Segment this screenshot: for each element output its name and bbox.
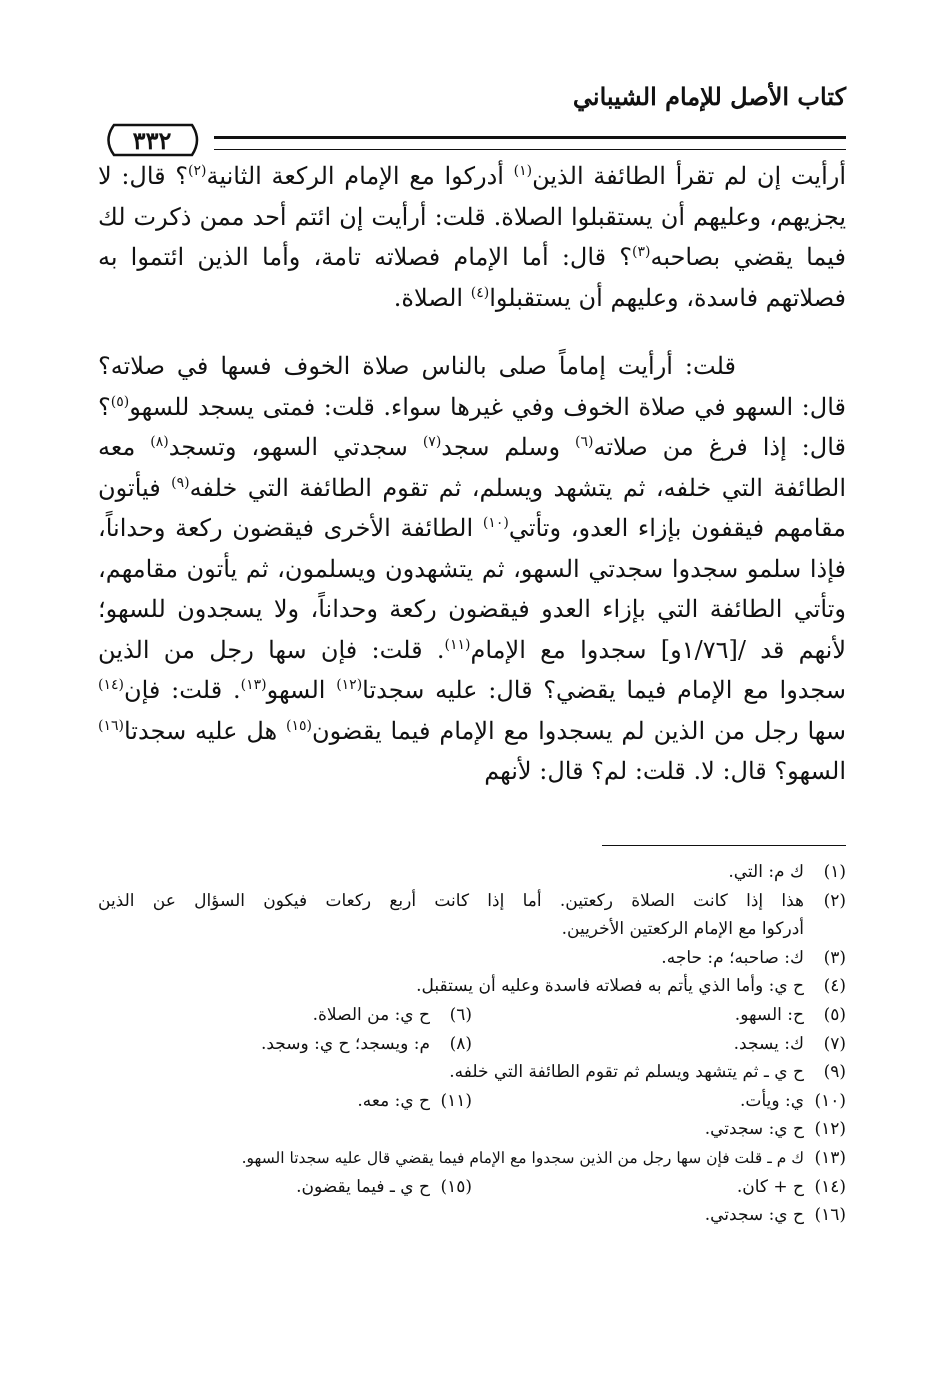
footnote-ref: (٩) — [171, 474, 190, 491]
footnote-3 — [98, 944, 846, 973]
footnote-number: (٤) — [823, 976, 846, 997]
footnote-text: م: ويسجد؛ ح ي: وسجد. — [260, 1033, 430, 1054]
running-header-title: كتاب الأصل للإمام الشيباني — [572, 82, 846, 111]
footnote-ref: (١٣) — [240, 677, 267, 693]
footnote-ref: (١٤) — [98, 677, 124, 693]
footnote-ref: (٤) — [470, 284, 490, 301]
text-run: سجدتي السهو، وتسجد — [168, 433, 423, 461]
footnote-text: ح ي ـ ثم يتشهد ويسلم ثم تقوم الطائفة التي خلفه. — [449, 1062, 804, 1083]
footnote-text: ح ي: سجدتي. — [704, 1205, 804, 1226]
text-run: الصلاة. — [393, 283, 471, 312]
footnote-text: ك م ـ قلت فإن سها رجل من الذين سجدوا مع الإمام فيما يقضي قال عليه سجدتا السهو. — [241, 1148, 804, 1167]
footnote-2-continued — [98, 915, 846, 944]
footnote-number: (١) — [823, 862, 846, 882]
footnote-number: (٦) — [449, 1004, 472, 1025]
footnote-number: (١٢) — [814, 1119, 846, 1140]
footnote-ref: (١٦) — [98, 717, 124, 734]
footnote-number: (٨) — [449, 1033, 472, 1054]
footnote-ref: (١١) — [444, 636, 471, 653]
text-run: السهو — [266, 676, 337, 704]
footnote-ref: (٥) — [110, 393, 130, 410]
footnote-number: (٩) — [823, 1062, 846, 1083]
footnote-number: (١٠) — [814, 1090, 846, 1111]
footnote-row-10-11 — [98, 1087, 846, 1116]
footnote-text: ك م: التي. — [728, 862, 804, 882]
text-run: أرأيت إن لم تقرأ الطائفة الذين — [532, 162, 846, 190]
footnote-number: (١٤) — [814, 1176, 846, 1197]
footnote-text: ك: صاحبه؛ م: حاجه. — [661, 947, 804, 968]
text-run: . قلت: فإن — [123, 676, 241, 704]
footnote-row-7-8 — [98, 1030, 846, 1059]
footnote-16 — [98, 1201, 846, 1230]
footnote-number: (٧) — [823, 1033, 846, 1054]
footnote-5 — [472, 1001, 846, 1030]
footnote-text: ح ي: سجدتي. — [704, 1119, 804, 1140]
text-run: الطائفة الأخرى فيقضون ركعة وحداناً، فإذا سلمو سجدوا سجدتي السهو، ثم يتشهدون ويسلمون، ثم يأتون مقامهم، وتأتي الطائفة التي بإزاء العدو فيقضون ركعة وحداناً، ولا يسجدون للسهو؛ لأنهم قد /[١/٧٦و] سجدوا مع الإمام — [98, 514, 847, 664]
footnote-text: هذا إذا كانت الصلاة ركعتين. أما إذا كانت أربع ركعات فيكون السؤال عن الذين — [98, 890, 804, 911]
footnote-text: ح + كان. — [736, 1176, 804, 1197]
footnote-13 — [98, 1144, 846, 1173]
footnote-number: (١٣) — [814, 1147, 846, 1168]
footnote-6 — [98, 1001, 472, 1030]
footnote-ref: (٢) — [188, 163, 207, 179]
footnote-text: ح ي: معه. — [357, 1090, 430, 1111]
text-run: ؟ قال: أما الإمام فصلاته تامة، وأما الذين ائتموا به فصلاتهم فاسدة، وعليهم أن يستقبلوا — [98, 243, 846, 312]
footnote-ref: (١٥) — [286, 717, 313, 734]
footnote-ref: (١٢) — [336, 677, 363, 693]
footnote-text: ك: يسجد. — [733, 1033, 804, 1054]
footnote-row-5-6 — [98, 1001, 846, 1030]
footnote-1 — [98, 858, 846, 887]
footnote-9 — [98, 1058, 846, 1087]
footnote-text: ي: ويأت. — [740, 1090, 804, 1111]
text-run: معه الطائفة التي خلفه، ثم يتشهد ويسلم، ثم تقوم الطائفة التي خلفه — [98, 433, 846, 502]
text-run: فيأتون مقامهم فيقفون بإزاء العدو، وتأتي — [98, 473, 846, 542]
footnote-2 — [98, 887, 846, 916]
page-number: ٣٣٢ — [132, 125, 172, 155]
footnote-10 — [472, 1087, 846, 1116]
text-run: السهو؟ قال: لا. قلت: لم؟ قال: لأنهم — [484, 757, 846, 785]
footnote-ref: (١٠) — [482, 515, 509, 531]
footnote-14 — [472, 1173, 846, 1202]
footnote-number: (٣) — [823, 947, 846, 968]
footnote-text: ح ي: وأما الذي يأتم به فصلاته فاسدة وعليه أن يستقبل. — [416, 976, 804, 997]
footnote-number: (٢) — [823, 890, 846, 911]
footnote-number: (٥) — [823, 1004, 846, 1025]
footnote-12 — [98, 1115, 846, 1144]
footnote-8 — [98, 1030, 472, 1059]
footnote-15 — [98, 1173, 472, 1202]
text-run: وسلم سجد — [441, 433, 575, 461]
text-run: ؟ قال: إذا فرغ من صلاته — [98, 392, 846, 461]
text-run: سها رجل من الذين لم يسجدوا مع الإمام فيما يقضون — [312, 716, 846, 745]
paragraph-1 — [98, 156, 846, 318]
footnote-ref: (٦) — [575, 434, 594, 450]
footnote-number: (١٥) — [440, 1176, 472, 1197]
text-run: هل عليه سجدتا — [123, 716, 287, 745]
text-run: قلت: أرأيت إماماً صلى بالناس صلاة الخوف فسها في صلاته؟ قال: السهو في صلاة الخوف وفي غيرها سواء. قلت: فمتى يسجد للسهو — [98, 352, 846, 421]
footnote-7 — [472, 1030, 846, 1059]
footnote-ref: (١) — [513, 163, 533, 179]
footnote-number: (١١) — [440, 1090, 472, 1111]
text-run: . قلت: فإن سها رجل من الذين سجدوا مع الإمام فيما يقضي؟ قال: عليه سجدتا — [98, 635, 847, 704]
page-number-badge — [100, 122, 204, 158]
footnote-number: (١٦) — [814, 1205, 846, 1226]
footnote-ref: (٣) — [632, 244, 651, 260]
footnote-text: ح ي ـ فيما يقضون. — [296, 1176, 430, 1197]
footnote-separator — [602, 845, 846, 846]
footnote-ref: (٨) — [150, 434, 169, 450]
footnote-11 — [98, 1087, 472, 1116]
paragraph-2 — [98, 346, 846, 792]
header-rule — [214, 136, 846, 150]
footnote-ref: (٧) — [422, 434, 442, 450]
main-text — [98, 156, 846, 792]
text-run: أدركوا مع الإمام الركعة الثانية — [206, 162, 514, 190]
text-run: ؟ قال: لا يجزيهم، وعليهم أن يستقبلوا الصلاة. قلت: أرأيت إن ائتم أحد ممن ذكرت لك فيما يقضي بصاحبه — [98, 162, 846, 271]
footnote-4 — [98, 972, 846, 1001]
footnotes — [98, 858, 846, 1230]
footnote-row-14-15 — [98, 1173, 846, 1202]
footnote-text: أدركوا مع الإمام الركعتين الأخريين. — [561, 919, 804, 940]
footnote-text: ح ي: من الصلاة. — [312, 1004, 430, 1025]
footnote-text: ح: السهو. — [734, 1004, 804, 1025]
